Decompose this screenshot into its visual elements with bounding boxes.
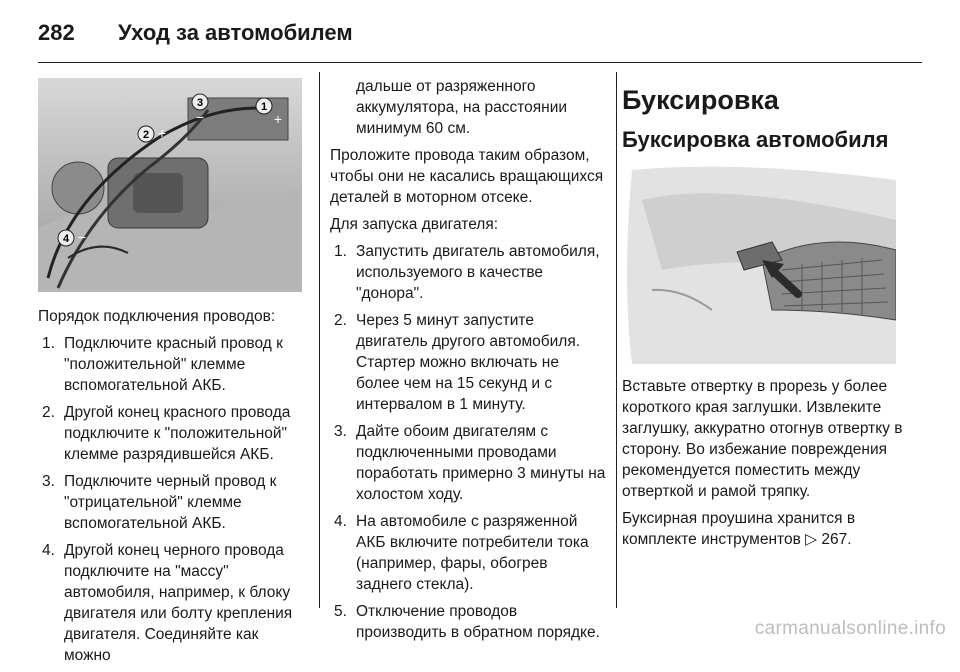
list-item: 3. Дайте обоим двигателям с подключенными проводами поработать примерно 3 минуты на холостом ходу.	[334, 423, 606, 503]
list-item: 1. Запустить двигатель автомобиля, используемого в качестве "донора".	[334, 243, 600, 302]
list-item: 4. Другой конец черного провода подключите на "массу" автомобиля, например, к блоку двигателя или болту крепления двигателя. Соединяйте как можно	[42, 542, 293, 664]
start-steps-list	[330, 241, 606, 643]
page-ref-triangle-icon: ▷	[805, 531, 818, 548]
tow-eye-storage: Буксирная проушина хранится в комплекте инструментов ▷ 267.	[622, 510, 856, 548]
svg-text:−: −	[77, 229, 87, 245]
connection-intro: Порядок подключения проводов:	[38, 308, 276, 325]
svg-text:2: 2	[142, 129, 150, 141]
header-divider	[38, 62, 922, 63]
column-divider-1	[319, 72, 320, 608]
svg-text:4: 4	[62, 233, 70, 245]
continuation-block	[330, 76, 606, 139]
page-reference-link[interactable]: 267.	[821, 531, 852, 548]
list-item: 3. Подключите черный провод к "отрицательной" клемме вспомогательной АКБ.	[42, 473, 277, 532]
list-item: 2. Через 5 минут запустите двигатель другого автомобиля. Стартер можно включать не более чем на 15 секунд и с интервалом в 1 минуту.	[334, 312, 581, 413]
page-number: 282	[38, 20, 75, 45]
chapter-title: Уход за автомобилем	[118, 20, 353, 45]
tow-instructions: Вставьте отвертку в прорезь у более короткого края заглушки. Извлеките заглушку, аккуратно отогнув отвертку в сторону. Во избежание повреждения рекомендуется поместить между отверткой и рамой тряпку.	[622, 378, 903, 500]
list-item: 4. На автомобиле с разряженной АКБ включите потребители тока (например, фары, обогрев заднего стекла).	[334, 513, 589, 593]
column-left	[38, 64, 308, 672]
connection-steps-list	[38, 333, 308, 666]
routing-paragraph: Проложите провода таким образом, чтобы они не касались вращающихся деталей в моторном отсеке.	[330, 147, 604, 206]
start-intro: Для запуска двигателя:	[330, 216, 499, 233]
subsection-heading: Буксировка автомобиля	[622, 127, 889, 152]
column-middle	[330, 64, 606, 649]
column-divider-2	[616, 72, 617, 608]
list-item: 1. Подключите красный провод к "положительной" клемме вспомогательной АКБ.	[42, 335, 283, 394]
svg-text:−: −	[195, 109, 205, 125]
svg-text:+: +	[157, 125, 167, 141]
bumper-tow-cover-illustration	[622, 160, 896, 364]
watermark: carmanualsonline.info	[754, 618, 946, 639]
svg-text:1: 1	[260, 101, 268, 113]
column-right	[622, 64, 910, 556]
section-heading: Буксировка	[622, 85, 779, 115]
svg-text:3: 3	[196, 97, 204, 109]
page-header	[38, 8, 922, 58]
engine-bay-jump-start-illustration	[38, 78, 302, 292]
svg-text:+: +	[273, 111, 283, 127]
list-item: 5. Отключение проводов производить в обратном порядке.	[334, 603, 600, 641]
list-item: 2. Другой конец красного провода подключите к "положительной" клемме разрядившейся АКБ.	[42, 404, 291, 463]
list-item-continuation: дальше от разряженного аккумулятора, на расстоянии минимум 60 см.	[356, 78, 568, 137]
